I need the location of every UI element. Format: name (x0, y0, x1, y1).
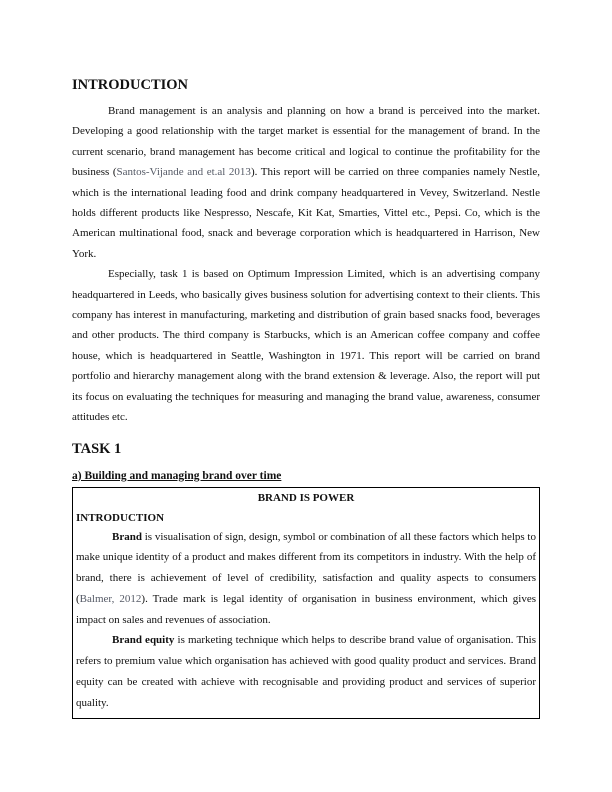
term-brand: Brand (112, 530, 142, 543)
intro-paragraph-1 (72, 101, 540, 264)
task-1-heading: TASK 1 (72, 440, 122, 457)
citation-santos-vijande: Santos-Vijande and et.al 2013 (116, 166, 251, 179)
document-page (72, 76, 540, 719)
brand-is-power-box (72, 487, 540, 719)
box-p1-text-end: ). Trade mark is legal identity of organisation in business environment, which gives impact on sales and revenues of association. (76, 592, 536, 626)
citation-balmer: Balmer, 2012 (79, 592, 142, 605)
box-title: BRAND IS POWER (257, 491, 355, 504)
box-p1-text-start: is visualisation of sign, design, symbol or combination of all these factors which helps to make unique identity of a product and makes different from its competitors in industry. With the help of brand, there is achievement of level of credibility, satisfaction and quality aspects to consumers ( (76, 530, 536, 605)
box-paragraph-brand-equity (76, 630, 536, 713)
box-p2-text: is marketing technique which helps to describe brand value of organisation. This refers to premium value which organisation has achieved with good quality product and services. Brand equity can be created with achieve with recognisable and providing product and services of superior quality. (76, 634, 537, 709)
intro-p1-text-end: ). This report will be carried on three companies namely Nestle, which is the international leading food and drink company headquartered in Vevey, Switzerland. Nestle holds different products like Nespresso, Nescafe, Kit Kat, Smarties, Vittel etc., Pepsi. Co, which is the American multinational food, snack and beverage corporation which is headquartered in Harrison, New York. (72, 166, 541, 260)
term-brand-equity: Brand equity (112, 634, 175, 647)
box-introduction-heading: INTRODUCTION (76, 511, 165, 524)
box-paragraph-brand (76, 527, 536, 631)
task-1-subheading: a) Building and managing brand over time (72, 469, 282, 482)
introduction-heading: INTRODUCTION (72, 77, 189, 93)
intro-p1-text-start: Brand management is an analysis and planning on how a brand is perceived into the market. Developing a good relationship with the target market is essential for the management of brand. In the current scenario, brand management has become critical and logical to continue the profitability for the business ( (72, 105, 540, 179)
intro-paragraph-2: Especially, task 1 is based on Optimum Impression Limited, which is an advertising company headquartered in Leeds, who basically gives business solution for advertising context to their clients. This company has interest in manufacturing, marketing and distribution of grain based snacks food, beverages and other products. The third company is Starbucks, which is an American coffee company and coffee house, which is headquartered in Seattle, Washington in 1971. This report will be carried on brand portfolio and hierarchy management along with the brand extension & leverage. Also, the report will put its focus on evaluating the techniques for measuring and managing the brand value, awareness, consumer attitudes etc. (72, 268, 540, 424)
